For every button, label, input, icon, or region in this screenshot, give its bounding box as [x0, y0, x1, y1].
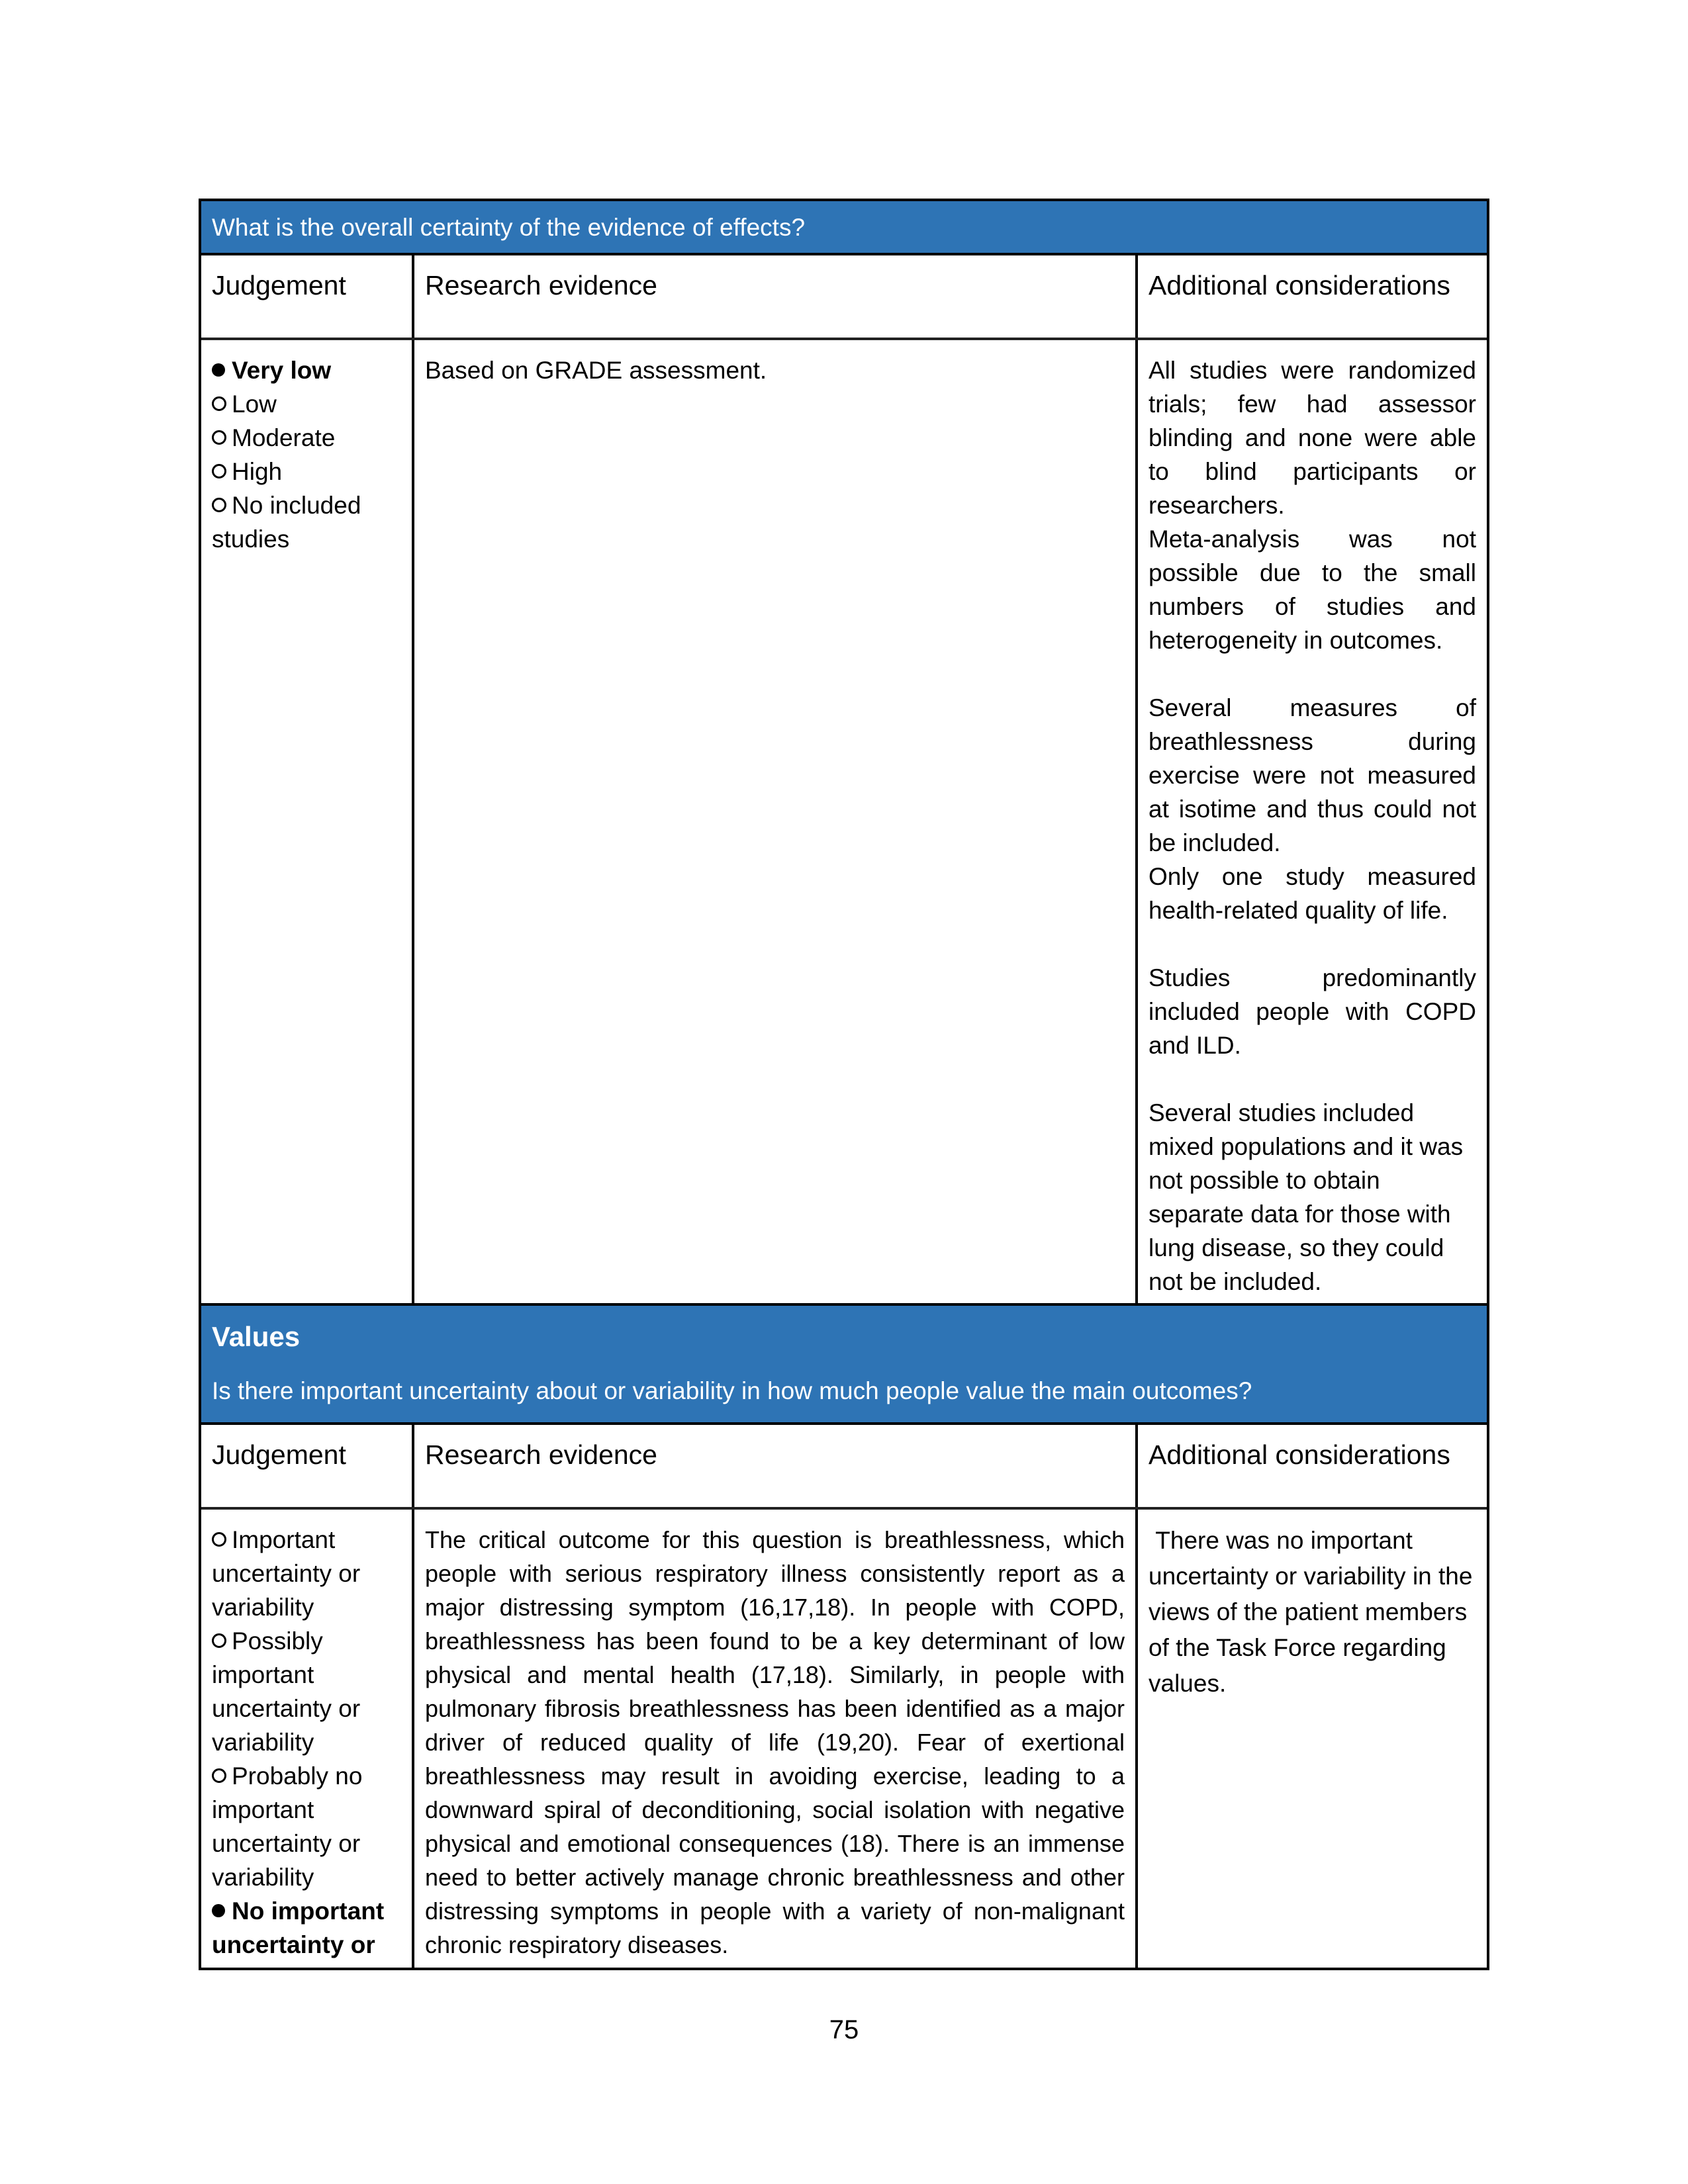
page-number: 75 — [829, 2015, 859, 2044]
research-evidence-text: The critical outcome for this question is breathlessness, which people with serious respiratory illness consistently report as a major distressing symptom (16,17,18). In people with COPD, breathlessness has been found to be a key determinant of low physical and mental health (17,18). Similarly, in people with pulmonary fibrosis breathlessness has been identified as a major driver of reduced quality of life (19,20). Fear of exertional breathlessness may result in avoiding exercise, leading to a downward spiral of deconditioning, social isolation with negative physical and emotional consequences (18). There is an immense need to better actively manage chronic breathlessness and other distressing symptoms in people with a variety of non-malignant chronic respiratory diseases. — [414, 1510, 1138, 1968]
radio-empty-icon — [212, 430, 226, 445]
judgement-options — [201, 1510, 414, 1968]
radio-empty-icon — [212, 1633, 226, 1648]
judgement-option[interactable]: Very low — [212, 353, 401, 387]
header-additional-considerations: Additional considerations — [1149, 270, 1450, 300]
judgement-option[interactable]: Probably no important uncertainty or variability — [212, 1762, 363, 1891]
radio-empty-icon — [212, 1768, 226, 1783]
radio-filled-icon — [212, 363, 225, 377]
additional-considerations-text — [1138, 1510, 1487, 1968]
radio-empty-icon — [212, 498, 226, 512]
judgement-option[interactable]: Important uncertainty or variability — [212, 1526, 361, 1621]
additional-considerations-text — [1138, 340, 1487, 1303]
column-header-row — [201, 255, 1487, 340]
evidence-to-decision-table — [199, 199, 1489, 1970]
judgement-option[interactable]: No included studies — [212, 492, 361, 553]
section-title: Values — [212, 1321, 301, 1352]
section-question: What is the overall certainty of the evidence of effects? — [212, 213, 806, 241]
judgement-option[interactable]: Possibly important uncertainty or variability — [212, 1627, 361, 1756]
header-judgement: Judgement — [201, 255, 414, 338]
section-banner-certainty — [201, 201, 1487, 255]
header-judgement: Judgement — [201, 1425, 414, 1507]
column-header-row — [201, 1425, 1487, 1510]
judgement-option[interactable]: Moderate — [212, 421, 401, 455]
consideration-paragraph: All studies were randomized trials; few had assessor blinding and none were able to blind participants or researchers. — [1149, 357, 1476, 519]
consideration-paragraph: There was no important uncertainty or variability in the views of the patient members of the Task Force regarding values. — [1149, 1527, 1479, 1697]
radio-filled-icon — [212, 1904, 225, 1917]
judgement-option[interactable]: Low — [212, 387, 401, 421]
research-evidence-text: Based on GRADE assessment. — [414, 340, 1138, 1303]
content-row — [201, 340, 1487, 1306]
radio-empty-icon — [212, 464, 226, 478]
header-research-evidence: Research evidence — [414, 255, 1138, 338]
consideration-paragraph: Only one study measured health-related quality of life. — [1149, 863, 1476, 924]
header-additional-considerations: Additional considerations — [1149, 1439, 1450, 1470]
header-research-evidence: Research evidence — [414, 1425, 1138, 1507]
consideration-paragraph: Studies predominantly included people with COPD and ILD. — [1149, 964, 1476, 1059]
consideration-paragraph: Several measures of breathlessness during exercise were not measured at isotime and thus could not be included. — [1149, 694, 1476, 856]
section-question: Is there important uncertainty about or variability in how much people value the main outcomes? — [212, 1377, 1252, 1404]
consideration-paragraph: Several studies included mixed populations and it was not possible to obtain separate data for those with lung disease, so they could not be included. — [1149, 1099, 1464, 1295]
radio-empty-icon — [212, 396, 226, 411]
radio-empty-icon — [212, 1532, 226, 1547]
judgement-option[interactable]: No important uncertainty or — [212, 1897, 385, 1958]
content-row — [201, 1510, 1487, 1968]
judgement-options — [201, 340, 414, 1303]
judgement-option[interactable]: High — [212, 455, 401, 488]
section-banner-values — [201, 1306, 1487, 1425]
consideration-paragraph: Meta-analysis was not possible due to the small numbers of studies and heterogeneity in outcomes. — [1149, 525, 1476, 654]
